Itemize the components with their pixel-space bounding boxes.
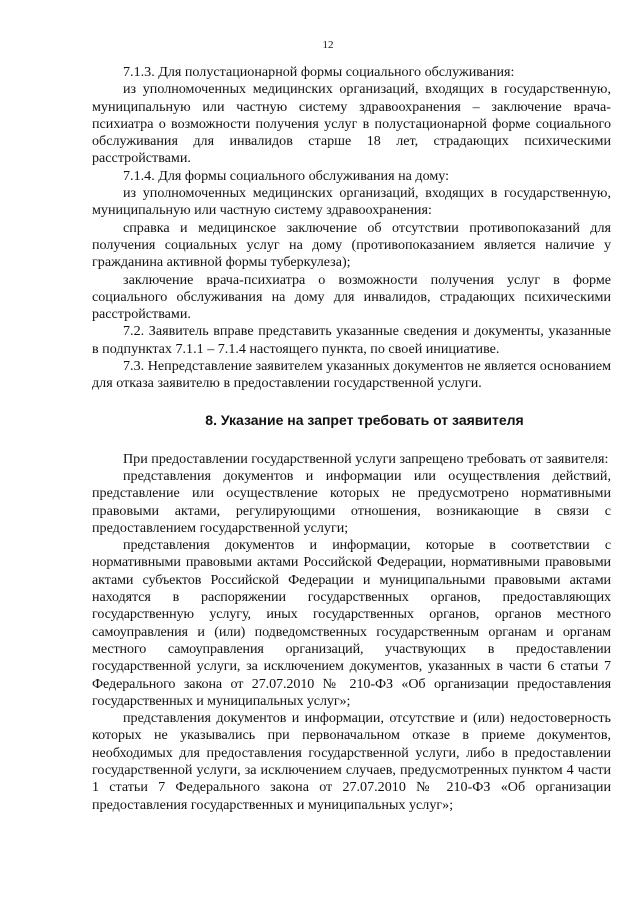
paragraph-section-8-item-1: представления документов и информации или осуществления действий, представление или осуществление которых не предусмотрено нормативными правовыми актами, регулирующими отношения, возникающие в связи с предоставлением государственной услуги; xyxy=(92,467,611,536)
page-number: 12 xyxy=(322,39,334,51)
paragraph-section-8-item-2: представления документов и информации, которые в соответствии с нормативными правовыми актами Российской Федерации, нормативными правовыми актами субъектов Российской Федерации и муниципальными правовыми актами находятся в распоряжении государственных органов, предоставляющих государственную услугу, иных государственных органов, органов местного самоуправления и (или) подведомственных государственным органам и органам местного самоуправления организаций, участвующих в предоставлении государственной услуги, за исключением документов, указанных в части 6 статьи 7 Федерального закона от 27.07.2010 № 210-ФЗ «Об организации предоставления государственных и муниципальных услуг»; xyxy=(92,537,611,709)
paragraph-7-2: 7.2. Заявитель вправе представить указанные сведения и документы, указанные в подпунктах 7.1.1 – 7.1.4 настоящего пункта, по своей инициативе. xyxy=(92,323,611,357)
paragraph-psychiatrist-conclusion: заключение врача-психиатра о возможности получения услуг в форме социального обслуживания на дому для инвалидов, страдающих психическими расстройствами. xyxy=(92,271,611,323)
paragraph-medical-certificate: справка и медицинское заключение об отсутствии противопоказаний для получения социальных услуг на дому (противопоказанием является наличие у гражданина активной формы туберкулеза); xyxy=(92,219,611,271)
paragraph-7-1-4-text: из уполномоченных медицинских организаций, входящих в государственную, муниципальную или частную систему здравоохранения: xyxy=(92,185,611,219)
paragraph-7-1-3-heading: 7.1.3. Для полустационарной формы социального обслуживания: xyxy=(123,64,515,80)
paragraph-section-8-item-3: представления документов и информации, отсутствие и (или) недостоверность которых не указывались при первоначальном отказе в приеме документов, необходимых для предоставления государственной услуги, либо в предоставлении государственной услуги, за исключением случаев, предусмотренных пунктом 4 части 1 статьи 7 Федерального закона от 27.07.2010 № 210-ФЗ «Об организации предоставления государственных и муниципальных услуг»; xyxy=(92,710,611,813)
paragraph-section-8-intro: При предоставлении государственной услуги запрещено требовать от заявителя: xyxy=(123,450,609,467)
section-8-title: 8. Указание на запрет требовать от заявителя xyxy=(205,411,524,428)
paragraph-7-3: 7.3. Непредставление заявителем указанных документов не является основанием для отказа заявителю в предоставлении государственной услуги. xyxy=(92,358,611,392)
paragraph-7-1-4-heading: 7.1.4. Для формы социального обслуживания на дому: xyxy=(123,167,450,184)
document-body xyxy=(92,64,611,814)
paragraph-7-1-3-text: из уполномоченных медицинских организаций, входящих в государственную, муниципальную или частную систему здравоохранения – заключение врача-психиатра о возможности получения услуг в полустационарной форме социального обслуживания для инвалидов старше 18 лет, страдающих психическими расстройствами. xyxy=(92,81,611,167)
